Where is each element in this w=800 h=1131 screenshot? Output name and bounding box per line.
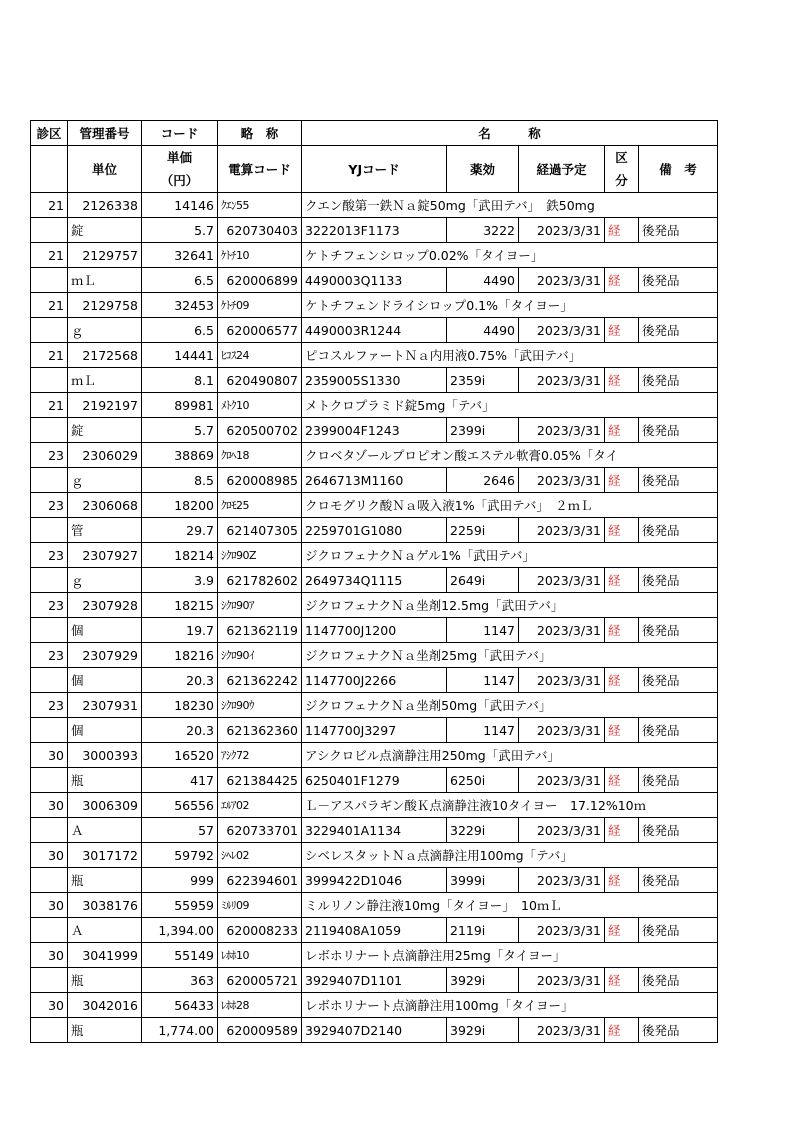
code-cell: 89981 [142, 393, 218, 418]
tani-cell: 個 [68, 618, 142, 643]
kubun-cell: 経 [605, 1018, 639, 1043]
keika-yotei-cell: 2023/3/31 [519, 368, 605, 393]
code-cell: 18230 [142, 693, 218, 718]
yj-code-cell: 4490003Q1133 [302, 268, 447, 293]
ryakusho-cell: ｼｸﾛ90ｳ [218, 693, 302, 718]
tanka-cell: 6.5 [142, 318, 218, 343]
tani-cell: ｇ [68, 568, 142, 593]
densan-code-cell: 620008985 [218, 468, 302, 493]
densan-code-cell: 620500702 [218, 418, 302, 443]
densan-code-cell: 620009589 [218, 1018, 302, 1043]
yakko-cell: 1147 [447, 718, 519, 743]
header-code: コード [142, 121, 218, 146]
kanri-bango-cell: 2172568 [68, 343, 142, 368]
item-row-detail [31, 968, 718, 993]
code-cell: 18214 [142, 543, 218, 568]
item-row-main [31, 193, 718, 218]
tani-cell: 個 [68, 718, 142, 743]
item-row-main [31, 743, 718, 768]
blank-cell [31, 868, 68, 893]
item-row-detail [31, 368, 718, 393]
yakko-cell: 2399i [447, 418, 519, 443]
item-row-main [31, 843, 718, 868]
densan-code-cell: 620005721 [218, 968, 302, 993]
kubun-cell: 経 [605, 968, 639, 993]
ryakusho-cell: ﾐﾙﾘ09 [218, 893, 302, 918]
keika-yotei-cell: 2023/3/31 [519, 318, 605, 343]
yj-code-cell: 3929407D2140 [302, 1018, 447, 1043]
drug-name-cell: クエン酸第一鉄Ｎａ錠50mg「武田テバ」 鉄50mg [302, 193, 718, 218]
ryakusho-cell: ｴﾙｱ02 [218, 793, 302, 818]
keika-yotei-cell: 2023/3/31 [519, 618, 605, 643]
yj-code-cell: 1147700J3297 [302, 718, 447, 743]
blank-cell [31, 268, 68, 293]
tani-cell: ｇ [68, 318, 142, 343]
yakko-cell: 1147 [447, 618, 519, 643]
yakko-cell: 2259i [447, 518, 519, 543]
drug-name-cell: ピコスルファートＮａ内用液0.75%「武田テバ」 [302, 343, 718, 368]
kubun-cell: 経 [605, 668, 639, 693]
tanka-cell: 8.1 [142, 368, 218, 393]
densan-code-cell: 621362119 [218, 618, 302, 643]
kubun-cell: 経 [605, 468, 639, 493]
header-keika-yotei: 経過予定 [519, 146, 605, 193]
kanri-bango-cell: 2129758 [68, 293, 142, 318]
keika-yotei-cell: 2023/3/31 [519, 518, 605, 543]
densan-code-cell: 621362242 [218, 668, 302, 693]
tanka-cell: 5.7 [142, 218, 218, 243]
header-densan-code: 電算コード [218, 146, 302, 193]
code-cell: 56556 [142, 793, 218, 818]
header-shinku: 診区 [31, 121, 68, 146]
densan-code-cell: 620006899 [218, 268, 302, 293]
kanri-bango-cell: 3006309 [68, 793, 142, 818]
kanri-bango-cell: 2306029 [68, 443, 142, 468]
biko-cell: 後発品 [639, 268, 718, 293]
biko-cell: 後発品 [639, 618, 718, 643]
yakko-cell: 2359i [447, 368, 519, 393]
biko-cell: 後発品 [639, 518, 718, 543]
shinku-cell: 30 [31, 893, 68, 918]
item-row-detail [31, 1018, 718, 1043]
biko-cell: 後発品 [639, 418, 718, 443]
kubun-cell: 経 [605, 318, 639, 343]
blank-cell [31, 618, 68, 643]
ryakusho-cell: ﾚﾎﾎ10 [218, 943, 302, 968]
tani-cell: 管 [68, 518, 142, 543]
densan-code-cell: 620733701 [218, 818, 302, 843]
blank-cell [31, 518, 68, 543]
shinku-cell: 21 [31, 243, 68, 268]
header-yakko: 薬効 [447, 146, 519, 193]
blank-cell [31, 468, 68, 493]
blank-cell [31, 668, 68, 693]
kubun-cell: 経 [605, 918, 639, 943]
biko-cell: 後発品 [639, 368, 718, 393]
header-tanka: 単価 （円） [142, 146, 218, 193]
header-kanri-bango: 管理番号 [68, 121, 142, 146]
code-cell: 18215 [142, 593, 218, 618]
biko-cell: 後発品 [639, 968, 718, 993]
code-cell: 14146 [142, 193, 218, 218]
yakko-cell: 2646 [447, 468, 519, 493]
item-row-detail [31, 418, 718, 443]
tanka-cell: 19.7 [142, 618, 218, 643]
kanri-bango-cell: 3000393 [68, 743, 142, 768]
tanka-cell: 417 [142, 768, 218, 793]
item-row-main [31, 793, 718, 818]
code-cell: 56433 [142, 993, 218, 1018]
drug-name-cell: ジクロフェナクＮａ坐剤12.5mg「武田テバ」 [302, 593, 718, 618]
item-row-main [31, 943, 718, 968]
ryakusho-cell: ｸﾛﾓ25 [218, 493, 302, 518]
tanka-cell: 8.5 [142, 468, 218, 493]
shinku-cell: 21 [31, 393, 68, 418]
yakko-cell: 3222 [447, 218, 519, 243]
header-row-2 [31, 146, 718, 193]
item-row-main [31, 493, 718, 518]
tanka-cell: 6.5 [142, 268, 218, 293]
kubun-cell: 経 [605, 218, 639, 243]
header-kubun: 区 分 [605, 146, 639, 193]
header-blank [31, 146, 68, 193]
kanri-bango-cell: 2126338 [68, 193, 142, 218]
yakko-cell: 3929i [447, 1018, 519, 1043]
item-row-main [31, 293, 718, 318]
densan-code-cell: 620008233 [218, 918, 302, 943]
code-cell: 55149 [142, 943, 218, 968]
keika-yotei-cell: 2023/3/31 [519, 1018, 605, 1043]
keika-yotei-cell: 2023/3/31 [519, 768, 605, 793]
kanri-bango-cell: 2306068 [68, 493, 142, 518]
tani-cell: 瓶 [68, 968, 142, 993]
shinku-cell: 30 [31, 943, 68, 968]
ryakusho-cell: ｹﾄﾁ10 [218, 243, 302, 268]
yj-code-cell: 3229401A1134 [302, 818, 447, 843]
header-tani: 単位 [68, 146, 142, 193]
shinku-cell: 30 [31, 793, 68, 818]
item-row-main [31, 443, 718, 468]
item-row-main [31, 693, 718, 718]
kanri-bango-cell: 3041999 [68, 943, 142, 968]
biko-cell: 後発品 [639, 718, 718, 743]
tanka-cell: 1,394.00 [142, 918, 218, 943]
blank-cell [31, 418, 68, 443]
ryakusho-cell: ｼﾍﾚ02 [218, 843, 302, 868]
ryakusho-cell: ｼｸﾛ90ｲ [218, 643, 302, 668]
densan-code-cell: 621782602 [218, 568, 302, 593]
keika-yotei-cell: 2023/3/31 [519, 568, 605, 593]
shinku-cell: 23 [31, 593, 68, 618]
item-row-detail [31, 468, 718, 493]
ryakusho-cell: ｸｴﾝ55 [218, 193, 302, 218]
item-row-detail [31, 218, 718, 243]
drug-name-cell: アシクロビル点滴静注用250mg「武田テバ」 [302, 743, 718, 768]
tanka-cell: 1,774.00 [142, 1018, 218, 1043]
code-cell: 32641 [142, 243, 218, 268]
shinku-cell: 23 [31, 693, 68, 718]
yj-code-cell: 2259701G1080 [302, 518, 447, 543]
blank-cell [31, 818, 68, 843]
biko-cell: 後発品 [639, 468, 718, 493]
blank-cell [31, 918, 68, 943]
densan-code-cell: 620490807 [218, 368, 302, 393]
keika-yotei-cell: 2023/3/31 [519, 968, 605, 993]
ryakusho-cell: ｱｼｸ72 [218, 743, 302, 768]
yj-code-cell: 2646713M1160 [302, 468, 447, 493]
code-cell: 55959 [142, 893, 218, 918]
densan-code-cell: 621384425 [218, 768, 302, 793]
biko-cell: 後発品 [639, 818, 718, 843]
kanri-bango-cell: 2307928 [68, 593, 142, 618]
keika-yotei-cell: 2023/3/31 [519, 918, 605, 943]
tani-cell: 錠 [68, 418, 142, 443]
kanri-bango-cell: 2307927 [68, 543, 142, 568]
yj-code-cell: 1147700J1200 [302, 618, 447, 643]
drug-name-cell: シベレスタットＮａ点滴静注用100mg「テバ」 [302, 843, 718, 868]
header-meisho: 名 称 [302, 121, 718, 146]
yj-code-cell: 2359005S1330 [302, 368, 447, 393]
drug-name-cell: Ｌ－アスパラギン酸Ｋ点滴静注液10タイヨー 17.12%10ｍ [302, 793, 718, 818]
tanka-cell: 3.9 [142, 568, 218, 593]
drug-name-cell: レボホリナート点滴静注用100mg「タイヨー」 [302, 993, 718, 1018]
blank-cell [31, 218, 68, 243]
biko-cell: 後発品 [639, 668, 718, 693]
item-row-main [31, 343, 718, 368]
kubun-cell: 経 [605, 718, 639, 743]
shinku-cell: 30 [31, 743, 68, 768]
ryakusho-cell: ｼｸﾛ90Z [218, 543, 302, 568]
blank-cell [31, 368, 68, 393]
densan-code-cell: 621407305 [218, 518, 302, 543]
keika-yotei-cell: 2023/3/31 [519, 418, 605, 443]
keika-yotei-cell: 2023/3/31 [519, 468, 605, 493]
tani-cell: ｇ [68, 468, 142, 493]
item-row-detail [31, 668, 718, 693]
keika-yotei-cell: 2023/3/31 [519, 868, 605, 893]
yakko-cell: 1147 [447, 668, 519, 693]
blank-cell [31, 718, 68, 743]
item-row-detail [31, 868, 718, 893]
tanka-cell: 5.7 [142, 418, 218, 443]
yj-code-cell: 2399004F1243 [302, 418, 447, 443]
item-row-detail [31, 618, 718, 643]
item-row-detail [31, 268, 718, 293]
yj-code-cell: 6250401F1279 [302, 768, 447, 793]
drug-name-cell: ジクロフェナクＮａゲル1%「武田テバ」 [302, 543, 718, 568]
item-row-detail [31, 318, 718, 343]
kanri-bango-cell: 3017172 [68, 843, 142, 868]
drug-name-cell: レボホリナート点滴静注用25mg「タイヨー」 [302, 943, 718, 968]
kanri-bango-cell: 3038176 [68, 893, 142, 918]
drug-name-cell: ジクロフェナクＮａ坐剤25mg「武田テバ」 [302, 643, 718, 668]
tanka-cell: 20.3 [142, 718, 218, 743]
yj-code-cell: 1147700J2266 [302, 668, 447, 693]
keika-yotei-cell: 2023/3/31 [519, 268, 605, 293]
item-row-main [31, 993, 718, 1018]
yj-code-cell: 3929407D1101 [302, 968, 447, 993]
item-row-main [31, 893, 718, 918]
kubun-cell: 経 [605, 818, 639, 843]
densan-code-cell: 621362360 [218, 718, 302, 743]
yj-code-cell: 3999422D1046 [302, 868, 447, 893]
tani-cell: ｍＬ [68, 368, 142, 393]
tanka-cell: 999 [142, 868, 218, 893]
shinku-cell: 23 [31, 493, 68, 518]
code-cell: 38869 [142, 443, 218, 468]
header-biko: 備 考 [639, 146, 718, 193]
tanka-cell: 29.7 [142, 518, 218, 543]
blank-cell [31, 968, 68, 993]
tanka-cell: 20.3 [142, 668, 218, 693]
shinku-cell: 23 [31, 443, 68, 468]
yakko-cell: 3229i [447, 818, 519, 843]
tani-cell: ｍＬ [68, 268, 142, 293]
shinku-cell: 23 [31, 643, 68, 668]
yakko-cell: 6250i [447, 768, 519, 793]
ryakusho-cell: ｼｸﾛ90ｱ [218, 593, 302, 618]
yj-code-cell: 3222013F1173 [302, 218, 447, 243]
tani-cell: 錠 [68, 218, 142, 243]
densan-code-cell: 620730403 [218, 218, 302, 243]
code-cell: 16520 [142, 743, 218, 768]
yj-code-cell: 4490003R1244 [302, 318, 447, 343]
yakko-cell: 2649i [447, 568, 519, 593]
yakko-cell: 4490 [447, 268, 519, 293]
drug-name-cell: ケトチフェンシロップ0.02%「タイヨー」 [302, 243, 718, 268]
code-cell: 18200 [142, 493, 218, 518]
yakko-cell: 3999i [447, 868, 519, 893]
item-row-detail [31, 718, 718, 743]
densan-code-cell: 620006577 [218, 318, 302, 343]
header-yj-code: YJコード [302, 146, 447, 193]
ryakusho-cell: ﾚﾎﾎ28 [218, 993, 302, 1018]
kubun-cell: 経 [605, 368, 639, 393]
tani-cell: 瓶 [68, 868, 142, 893]
item-row-detail [31, 818, 718, 843]
biko-cell: 後発品 [639, 1018, 718, 1043]
ryakusho-cell: ｹﾄﾁ09 [218, 293, 302, 318]
shinku-cell: 30 [31, 993, 68, 1018]
item-row-main [31, 543, 718, 568]
blank-cell [31, 768, 68, 793]
keika-yotei-cell: 2023/3/31 [519, 668, 605, 693]
kubun-cell: 経 [605, 618, 639, 643]
drug-name-cell: ミルリノン静注液10mg「タイヨー」 10ｍＬ [302, 893, 718, 918]
biko-cell: 後発品 [639, 768, 718, 793]
kanri-bango-cell: 2307929 [68, 643, 142, 668]
yj-code-cell: 2119408A1059 [302, 918, 447, 943]
kanri-bango-cell: 2129757 [68, 243, 142, 268]
tani-cell: 個 [68, 668, 142, 693]
drug-name-cell: メトクロプラミド錠5mg「テバ」 [302, 393, 718, 418]
item-row-detail [31, 518, 718, 543]
item-row-detail [31, 568, 718, 593]
drug-name-cell: ケトチフェンドライシロップ0.1%「タイヨー」 [302, 293, 718, 318]
tanka-cell: 363 [142, 968, 218, 993]
tani-cell: Ａ [68, 818, 142, 843]
shinku-cell: 23 [31, 543, 68, 568]
biko-cell: 後発品 [639, 218, 718, 243]
drug-name-cell: ジクロフェナクＮａ坐剤50mg「武田テバ」 [302, 693, 718, 718]
drug-name-cell: クロモグリク酸Ｎａ吸入液1%「武田テバ」 ２ｍＬ [302, 493, 718, 518]
item-row-detail [31, 768, 718, 793]
yakko-cell: 2119i [447, 918, 519, 943]
code-cell: 14441 [142, 343, 218, 368]
yakko-cell: 3929i [447, 968, 519, 993]
biko-cell: 後発品 [639, 868, 718, 893]
kubun-cell: 経 [605, 268, 639, 293]
kanri-bango-cell: 2307931 [68, 693, 142, 718]
drug-name-cell: クロベタゾールプロピオン酸エステル軟膏0.05%「タイ [302, 443, 718, 468]
kubun-cell: 経 [605, 518, 639, 543]
item-row-main [31, 393, 718, 418]
blank-cell [31, 1018, 68, 1043]
biko-cell: 後発品 [639, 318, 718, 343]
tani-cell: 瓶 [68, 768, 142, 793]
tani-cell: 瓶 [68, 1018, 142, 1043]
kubun-cell: 経 [605, 768, 639, 793]
shinku-cell: 30 [31, 843, 68, 868]
header-row-1 [31, 121, 718, 146]
keika-yotei-cell: 2023/3/31 [519, 218, 605, 243]
drug-list-table [30, 120, 718, 1043]
shinku-cell: 21 [31, 193, 68, 218]
blank-cell [31, 568, 68, 593]
kanri-bango-cell: 2192197 [68, 393, 142, 418]
code-cell: 32453 [142, 293, 218, 318]
kanri-bango-cell: 3042016 [68, 993, 142, 1018]
code-cell: 59792 [142, 843, 218, 868]
biko-cell: 後発品 [639, 568, 718, 593]
keika-yotei-cell: 2023/3/31 [519, 818, 605, 843]
ryakusho-cell: ﾒﾄｸ10 [218, 393, 302, 418]
densan-code-cell: 622394601 [218, 868, 302, 893]
keika-yotei-cell: 2023/3/31 [519, 718, 605, 743]
header-ryakusho: 略 称 [218, 121, 302, 146]
code-cell: 18216 [142, 643, 218, 668]
shinku-cell: 21 [31, 343, 68, 368]
kubun-cell: 経 [605, 568, 639, 593]
item-row-main [31, 243, 718, 268]
yj-code-cell: 2649734Q1115 [302, 568, 447, 593]
tani-cell: Ａ [68, 918, 142, 943]
shinku-cell: 21 [31, 293, 68, 318]
yakko-cell: 4490 [447, 318, 519, 343]
item-row-main [31, 643, 718, 668]
item-row-main [31, 593, 718, 618]
blank-cell [31, 318, 68, 343]
biko-cell: 後発品 [639, 918, 718, 943]
kubun-cell: 経 [605, 868, 639, 893]
ryakusho-cell: ﾋｺｽ24 [218, 343, 302, 368]
tanka-cell: 57 [142, 818, 218, 843]
ryakusho-cell: ｸﾛﾍ18 [218, 443, 302, 468]
kubun-cell: 経 [605, 418, 639, 443]
item-row-detail [31, 918, 718, 943]
